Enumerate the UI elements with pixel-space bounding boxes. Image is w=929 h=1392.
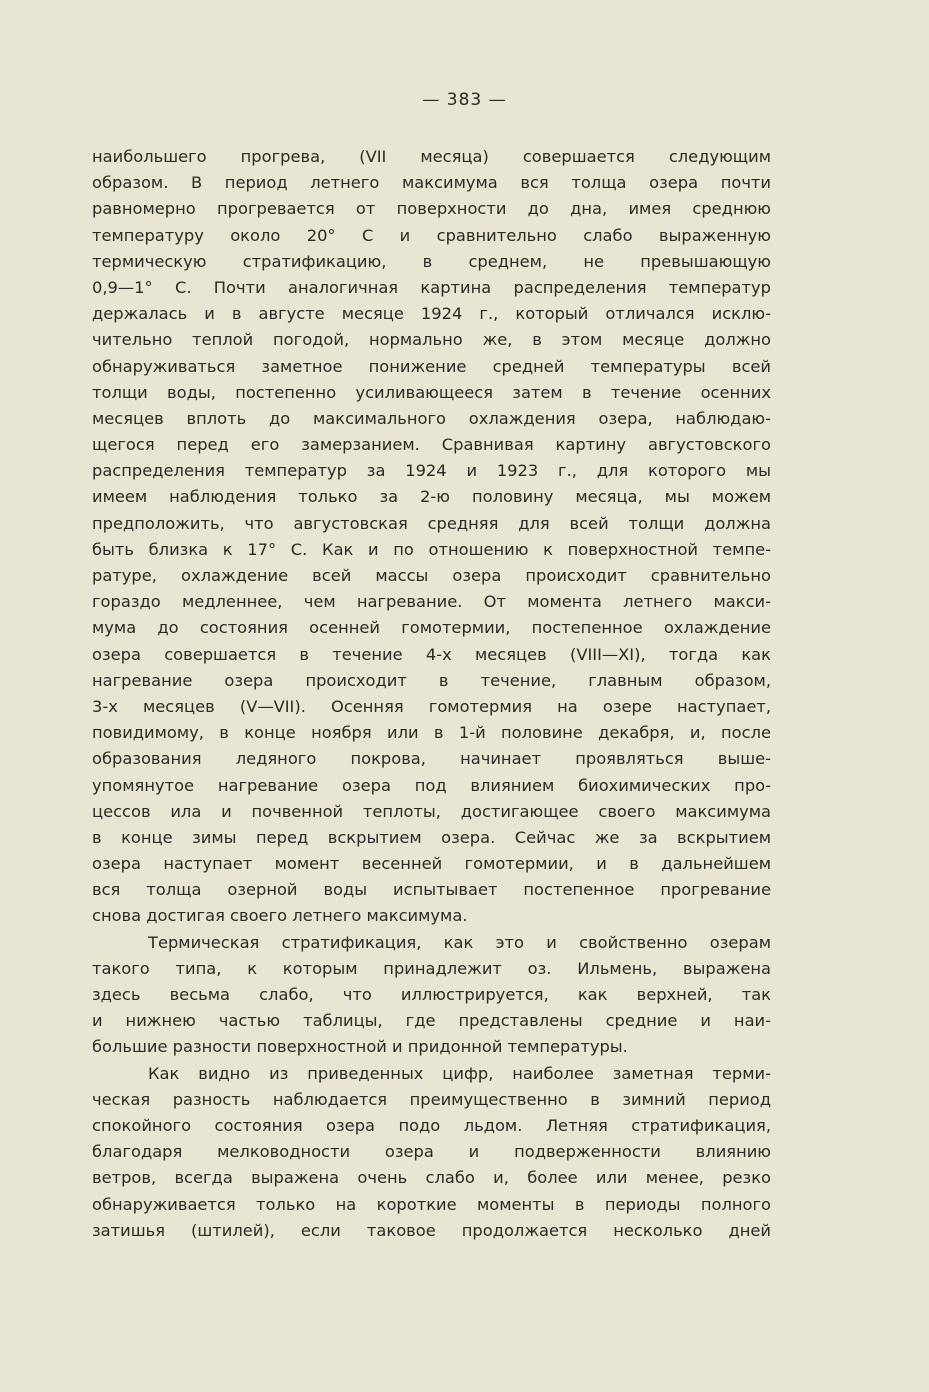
paragraph xyxy=(92,144,771,930)
text-line: благодаря мелководности озера и подверженности влиянию xyxy=(92,1142,771,1162)
text-line: упомянутое нагревание озера под влиянием биохимических про- xyxy=(92,775,771,795)
text-line: 0,9—1° С. Почти аналогичная картина распределения температур xyxy=(92,277,771,297)
text-line: Как видно из приведенных цифр, наиболее заметная терми- xyxy=(148,1063,771,1083)
text-line: 3-х месяцев (V—VII). Осенняя гомотермия на озере наступает, xyxy=(92,696,771,716)
text-line: мума до состояния осенней гомотермии, постепенное охлаждение xyxy=(92,618,771,638)
text-line: ветров, всегда выражена очень слабо и, более или менее, резко xyxy=(92,1168,771,1188)
text-line: держалась и в августе месяце 1924 г., который отличался исклю- xyxy=(92,304,771,324)
paragraph xyxy=(92,930,771,1061)
text-line: распределения температур за 1924 и 1923 г., для которого мы xyxy=(92,461,771,481)
text-line: большие разности поверхностной и придонной температуры. xyxy=(92,1037,628,1057)
text-line: месяцев вплоть до максимального охлаждения озера, наблюдаю- xyxy=(92,408,771,428)
text-line: в конце зимы перед вскрытием озера. Сейчас же за вскрытием xyxy=(92,827,771,847)
text-line: быть близка к 17° С. Как и по отношению к поверхностной темпе- xyxy=(92,539,771,559)
text-line: щегося перед его замерзанием. Сравнивая картину августовского xyxy=(92,435,771,455)
text-line: снова достигая своего летнего максимума. xyxy=(92,906,468,926)
text-line: озера наступает момент весенней гомотермии, и в дальнейшем xyxy=(92,854,771,874)
text-line: наибольшего прогрева, (VII месяца) совершается следующим xyxy=(92,147,771,166)
text-line: образом. В период летнего максимума вся толща озера почти xyxy=(92,173,771,193)
paragraph xyxy=(92,1061,771,1244)
page-number: — 383 — xyxy=(422,90,507,110)
text-line: затишья (штилей), если таковое продолжается несколько дней xyxy=(92,1220,771,1240)
body-text xyxy=(92,144,771,1244)
text-line: температуру около 20° С и сравнительно слабо выраженную xyxy=(92,225,771,245)
text-line: предположить, что августовская средняя для всей толщи должна xyxy=(92,513,771,533)
text-line: термическую стратификацию, в среднем, не превышающую xyxy=(92,251,771,271)
text-line: чительно теплой погодой, нормально же, в этом месяце должно xyxy=(92,330,771,350)
text-line: здесь весьма слабо, что иллюстрируется, как верхней, так xyxy=(92,985,771,1004)
text-line: обнаруживаться заметное понижение средней температуры всей xyxy=(92,356,771,376)
text-line: повидимому, в конце ноября или в 1-й половине декабря, и, после xyxy=(92,723,771,743)
text-line: спокойного состояния озера подо льдом. Летняя стратификация, xyxy=(92,1115,771,1135)
text-line: ческая разность наблюдается преимущественно в зимний период xyxy=(92,1089,771,1109)
text-line: такого типа, к которым принадлежит оз. Ильмень, выражена xyxy=(92,958,771,978)
text-line: ратуре, охлаждение всей массы озера происходит сравнительно xyxy=(92,566,771,585)
text-line: нагревание озера происходит в течение, главным образом, xyxy=(92,670,771,690)
text-line: цессов ила и почвенной теплоты, достигающее своего максимума xyxy=(92,801,771,821)
text-line: равномерно прогревается от поверхности до дна, имея среднюю xyxy=(92,199,771,219)
text-line: озера совершается в течение 4-х месяцев (VIII—XI), тогда как xyxy=(92,644,771,664)
text-line: вся толща озерной воды испытывает постепенное прогревание xyxy=(92,880,771,900)
text-line: образования ледяного покрова, начинает проявляться выше- xyxy=(92,749,771,769)
text-line: и нижнею частью таблицы, где представлены средние и наи- xyxy=(92,1011,771,1031)
text-line: обнаруживается только на короткие моменты в периоды полного xyxy=(92,1194,771,1214)
text-line: гораздо медленнее, чем нагревание. От момента летнего макси- xyxy=(92,592,771,612)
text-line: Термическая стратификация, как это и свойственно озерам xyxy=(148,932,771,952)
text-line: толщи воды, постепенно усиливающееся затем в течение осенних xyxy=(92,382,771,402)
text-line: имеем наблюдения только за 2-ю половину месяца, мы можем xyxy=(92,487,771,507)
